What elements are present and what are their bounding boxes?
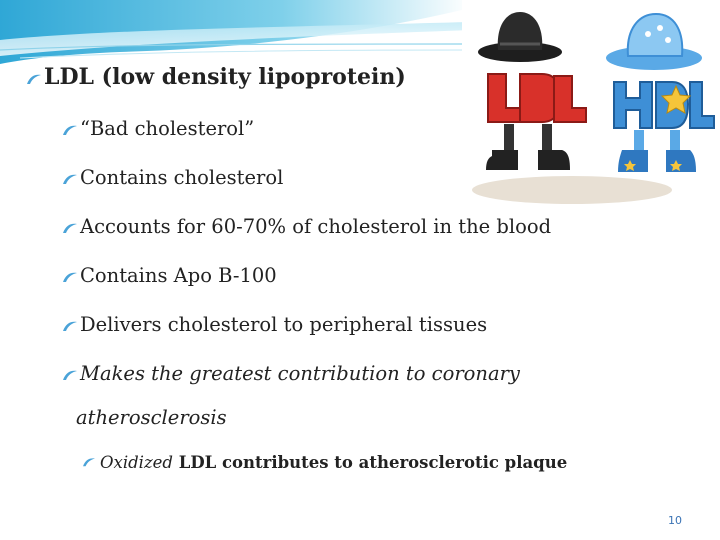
bullet-continuation-text: atherosclerosis — [76, 406, 227, 429]
bullet-text: Accounts for 60-70% of cholesterol in the blood — [80, 215, 552, 238]
page-number: 10 — [668, 514, 682, 527]
bullet-text: Makes the greatest contribution to coronary — [80, 362, 520, 385]
sub-bullet-bold: LDL contributes to atherosclerotic plaque — [172, 453, 568, 472]
sub-bullet-italic: Oxidized — [100, 453, 173, 472]
cartoon-ldl-hdl-illustration — [462, 0, 720, 210]
bullet-text: Contains Apo B-100 — [80, 264, 277, 287]
bullet-item — [62, 215, 551, 238]
wave-decoration-icon — [0, 0, 470, 70]
sub-bullet-item — [82, 453, 567, 472]
bullet-item — [62, 313, 487, 336]
bullet-text: “Bad cholesterol” — [80, 117, 255, 140]
bullet-text: Contains cholesterol — [80, 166, 284, 189]
slide-title-text: LDL (low density lipoprotein) — [44, 64, 406, 90]
bullet-item — [62, 117, 254, 140]
bullet-text: Delivers cholesterol to peripheral tissues — [80, 313, 488, 336]
slide-title — [26, 64, 406, 90]
bullet-item — [62, 264, 277, 287]
bullet-continuation — [76, 406, 227, 429]
bullet-item — [62, 166, 283, 189]
bullet-item — [62, 362, 520, 385]
